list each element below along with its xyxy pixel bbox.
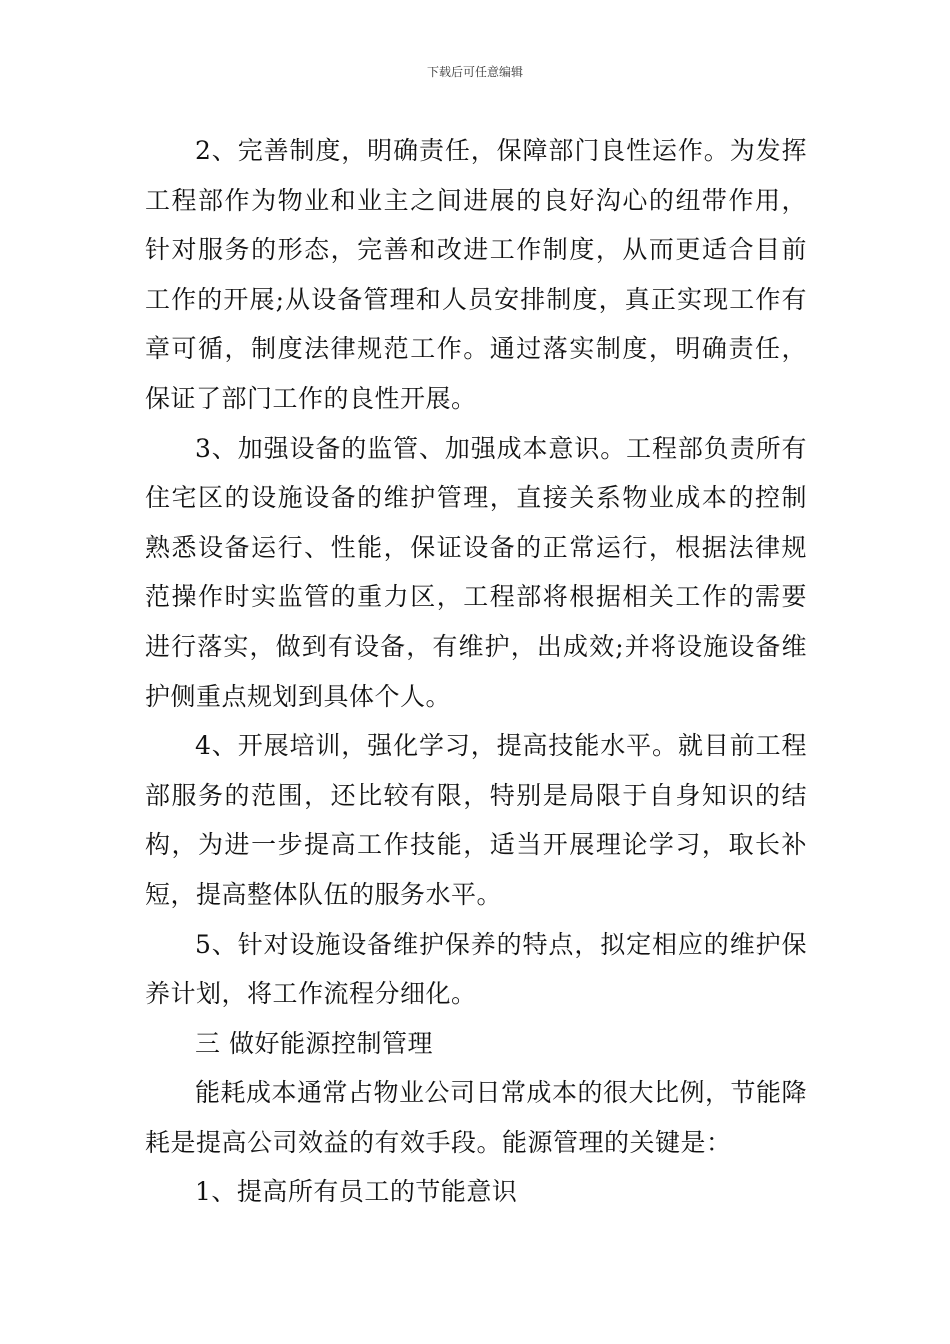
paragraph-training: 4、开展培训，强化学习，提高技能水平。就目前工程部服务的范围，还比较有限，特别是局限于自身知识的结构，为进一步提高工作技能，适当开展理论学习，取长补短，提高整体队伍的服务水平。: [145, 731, 807, 909]
section-heading-energy: 三 做好能源控制管理: [195, 1028, 433, 1058]
document-body: [145, 126, 807, 1217]
paragraph-maintenance-plan: 5、针对设施设备维护保养的特点，拟定相应的维护保养计划，将工作流程分细化。: [145, 929, 807, 1009]
paragraph-energy-cost: 能耗成本通常占物业公司日常成本的很大比例，节能降耗是提高公司效益的有效手段。能源管理的关键是：: [145, 1078, 808, 1157]
paragraph-institution: 2、完善制度，明确责任，保障部门良性运作。为发挥工程部作为物业和业主之间进展的良好沟心的纽带作用，针对服务的形态，完善和改进工作制度，从而更适合目前工作的开展;从设备管理和人员安排制度，真正实现工作有章可循，制度法律规范工作。通过落实制度，明确责任，保证了部门工作的良性开展。: [145, 136, 807, 413]
paragraph-energy-awareness: 1、提高所有员工的节能意识: [195, 1177, 518, 1207]
page-header: 下载后可任意编辑: [426, 65, 523, 79]
paragraph-equipment-supervision: 3、加强设备的监管、加强成本意识。工程部负责所有住宅区的设施设备的维护管理，直接关系物业成本的控制熟悉设备运行、性能，保证设备的正常运行，根据法律规范操作时实监管的重力区，工程部将根据相关工作的需要进行落实，做到有设备，有维护，出成效;并将设施设备维护侧重点规划到具体个人。: [145, 433, 807, 711]
